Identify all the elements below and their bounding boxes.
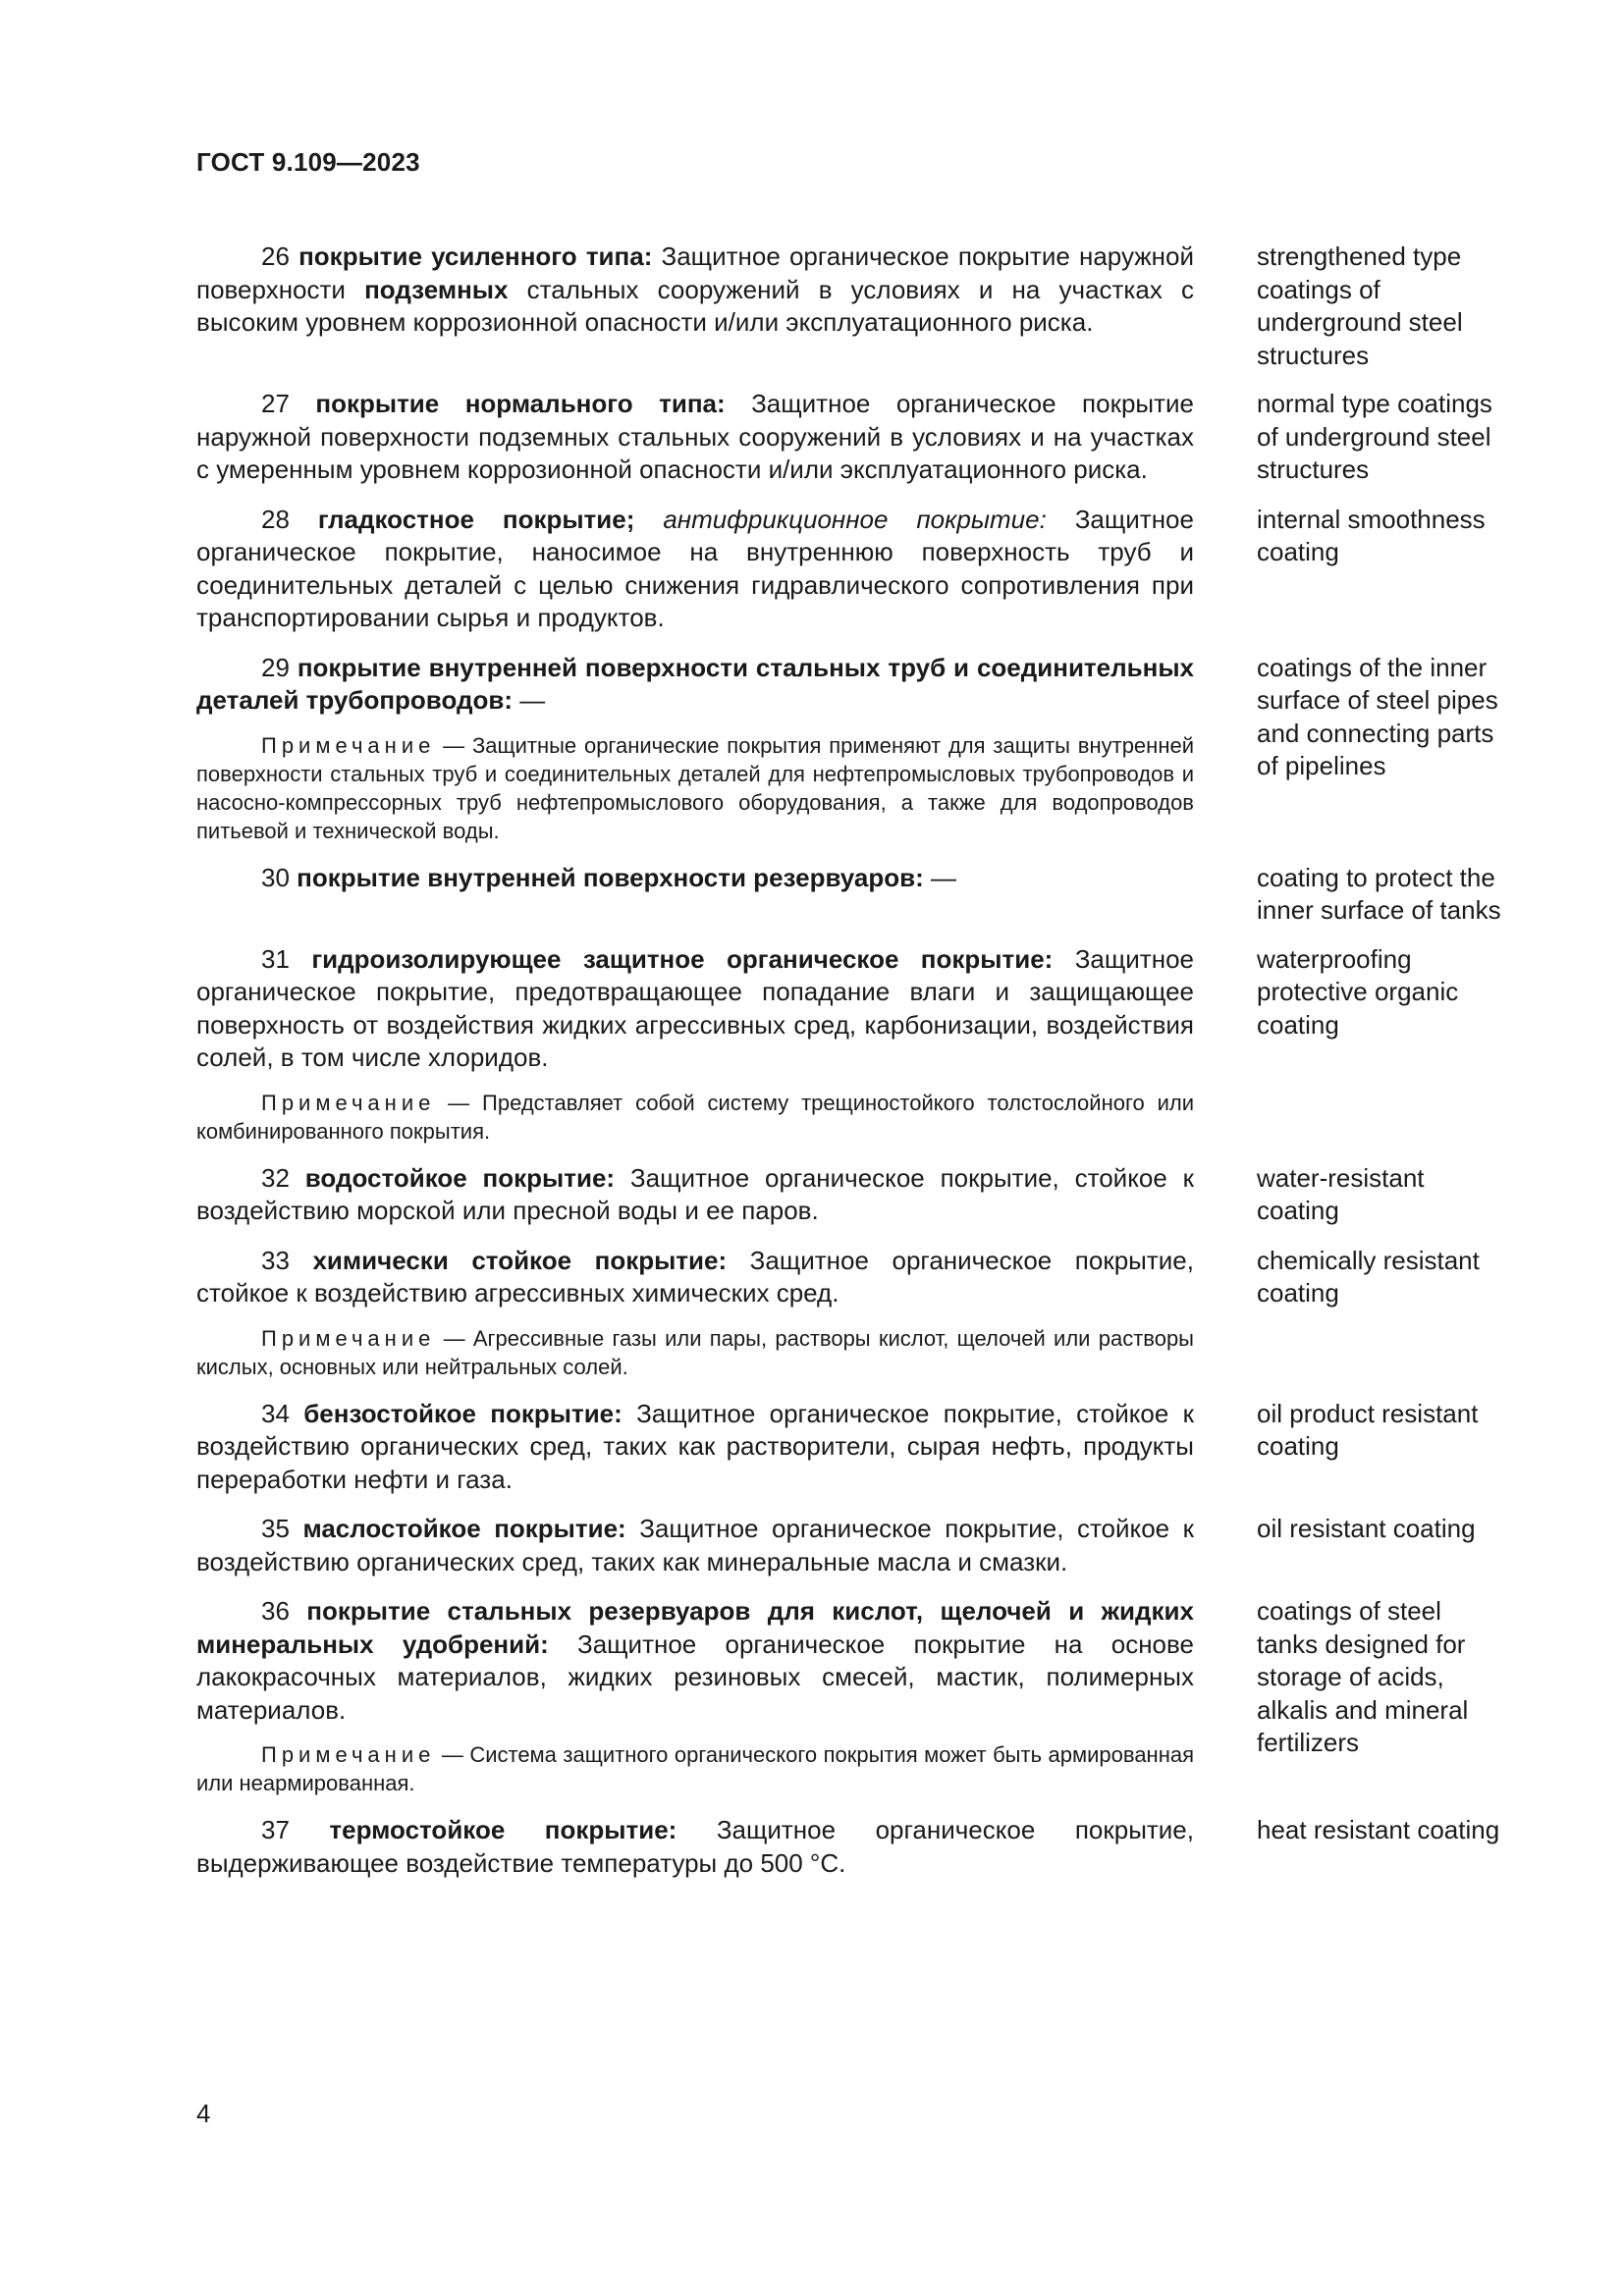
term-entry-29 [196,652,1502,845]
term-emphasis: подземных [364,274,509,304]
term-text: Защитное органическое покрытие, стойкое к воздействию морской или пресной воды и ее паров. [196,1162,1195,1225]
term-synonym: антифрикционное покрытие: [663,504,1047,534]
terms-list [196,240,1502,1880]
term-definition [196,240,1194,340]
term-name: покрытие стальных резервуаров для кислот, щелочей и жидких минеральных удобрений: [196,1596,1194,1659]
term-text: Защитное органическое покрытие на основе лакокрасочных материалов, жидких резиновых смесей, мастик, полимерных материалов. [196,1629,1194,1725]
note-label: Примечание [261,1325,436,1351]
english-equivalent: coatings of steel tanks designed for storage of acids, alkalis and mineral fertilizers [1257,1596,1469,1757]
english-equivalent: coatings of the inner surface of steel pipes and connecting parts of pipelines [1257,652,1498,780]
term-name: покрытие усиленного типа: [298,241,653,271]
english-equivalent: internal smoothness coating [1257,504,1486,566]
term-entry-33 [196,1245,1502,1381]
term-name: маслостойкое покрытие: [302,1514,626,1543]
term-note [196,731,1194,845]
note-label: Примечание [261,732,436,758]
term-number: 29 [261,652,290,682]
term-number: 26 [261,241,290,271]
note-text: — Защитные органические покрытия применяют для защиты внутренней поверхности стальных труб и соединительных деталей для нефтепромысловых трубопроводов и насосно-компрессорных труб нефтепромыслового оборудования, а также для водопроводов питьевой и технической воды. [196,732,1194,843]
term-text: Защитное органическое покрытие, наносимое на внутреннюю поверхность труб и соединительных деталей с целью снижения гидравлического сопротивления при транспортировании сырья и продуктов. [196,504,1194,632]
term-text: Защитное органическое покрытие, стойкое к воздействию органических сред, таких как растворители, сырая нефть, продукты переработки нефти и газа. [196,1398,1194,1494]
term-entry-31 [196,943,1502,1146]
term-number: 32 [261,1162,290,1193]
english-equivalent: oil resistant coating [1257,1514,1476,1543]
note-text: — Представляет собой систему трещиностойкого толстослойного или комбинированного покрытия. [196,1090,1194,1144]
term-name: химически стойкое покрытие: [312,1245,728,1275]
term-definition [196,1162,1194,1228]
term-text: Защитное органическое покрытие, предотвращающее попадание влаги и защищающее поверхность от воздействия жидких агрессивных сред, карбонизации, воздействия солей, в том числе хлоридов. [196,943,1194,1072]
english-equivalent: normal type coatings of underground steel structures [1257,389,1492,484]
note-text: — Система защитного органического покрытия может быть армированная или неармированная. [196,1742,1194,1795]
term-entry-28 [196,504,1502,635]
term-text: Защитное органическое покрытие, стойкое к воздействию агрессивных химических сред. [196,1245,1194,1308]
english-equivalent: chemically resistant coating [1257,1245,1480,1308]
term-definition [196,504,1194,635]
term-name: бензостойкое покрытие: [303,1398,623,1428]
term-number: 36 [261,1596,290,1626]
term-definition [196,862,1194,895]
term-entry-34 [196,1398,1502,1497]
term-note [196,1324,1194,1381]
note-label: Примечание [261,1090,436,1115]
term-entry-32 [196,1162,1502,1228]
term-number: 28 [261,504,290,534]
english-equivalent: water-resistant coating [1257,1162,1425,1225]
term-number: 27 [261,389,290,418]
page-number: 4 [196,2099,211,2128]
term-entry-35 [196,1513,1502,1578]
term-name: покрытие внутренней поверхности стальных труб и соединительных деталей трубопроводов: [196,652,1194,715]
term-definition [196,943,1194,1146]
term-text: — [513,685,546,715]
term-note [196,1740,1194,1797]
term-definition [196,1814,1194,1880]
term-name: водостойкое покрытие: [304,1162,616,1193]
term-entry-36 [196,1595,1502,1797]
english-equivalent: waterproofing protective organic coating [1257,943,1459,1040]
term-number: 31 [261,943,290,974]
term-definition [196,1513,1194,1578]
term-name: покрытие внутренней поверхности резервуаров: [297,862,924,892]
term-number: 30 [261,862,290,892]
term-entry-30 [196,862,1502,928]
term-definition [196,388,1194,487]
term-definition [196,1398,1194,1497]
term-number: 33 [261,1245,290,1275]
note-text: — Агрессивные газы или пары, растворы кислот, щелочей или растворы кислых, основных или нейтральных солей. [196,1325,1194,1379]
term-note [196,1089,1194,1146]
term-name: гидроизолирующее защитное органическое покрытие: [311,943,1054,974]
term-name: гладкостное покрытие; [317,504,635,534]
term-name: термостойкое покрытие: [329,1815,677,1844]
english-equivalent: coating to protect the inner surface of tanks [1257,862,1501,925]
english-equivalent: heat resistant coating [1257,1815,1500,1844]
term-text: — [923,862,957,892]
term-entry-37 [196,1814,1502,1880]
term-definition [196,1595,1194,1797]
english-equivalent: strengthened type coatings of underground steel structures [1257,241,1463,370]
term-number: 34 [261,1398,290,1428]
english-equivalent: oil product resistant coating [1257,1398,1479,1461]
term-entry-27 [196,388,1502,487]
term-text: Защитное органическое покрытие наружной поверхности [196,241,1194,304]
term-number: 37 [261,1815,290,1844]
term-text: стальных сооружений в условиях и на участках с высоким уровнем коррозионной опасности и/или эксплуатационного риска. [196,274,1194,337]
document-header: ГОСТ 9.109—2023 [196,147,420,177]
term-entry-26 [196,240,1502,372]
term-text: Защитное органическое покрытие наружной поверхности подземных стальных сооружений в условиях и на участках с умеренным уровнем коррозионной опасности и/или эксплуатационного риска. [196,389,1194,484]
term-text: Защитное органическое покрытие, стойкое к воздействию органических сред, таких как минеральные масла и смазки. [196,1514,1195,1576]
note-label: Примечание [261,1742,436,1767]
term-name: покрытие нормального типа: [315,389,726,418]
term-number: 35 [261,1514,290,1543]
term-definition [196,1245,1194,1381]
term-text: Защитное органическое покрытие, выдерживающее воздействие температуры до 500 °C. [196,1815,1194,1878]
term-definition [196,652,1194,845]
